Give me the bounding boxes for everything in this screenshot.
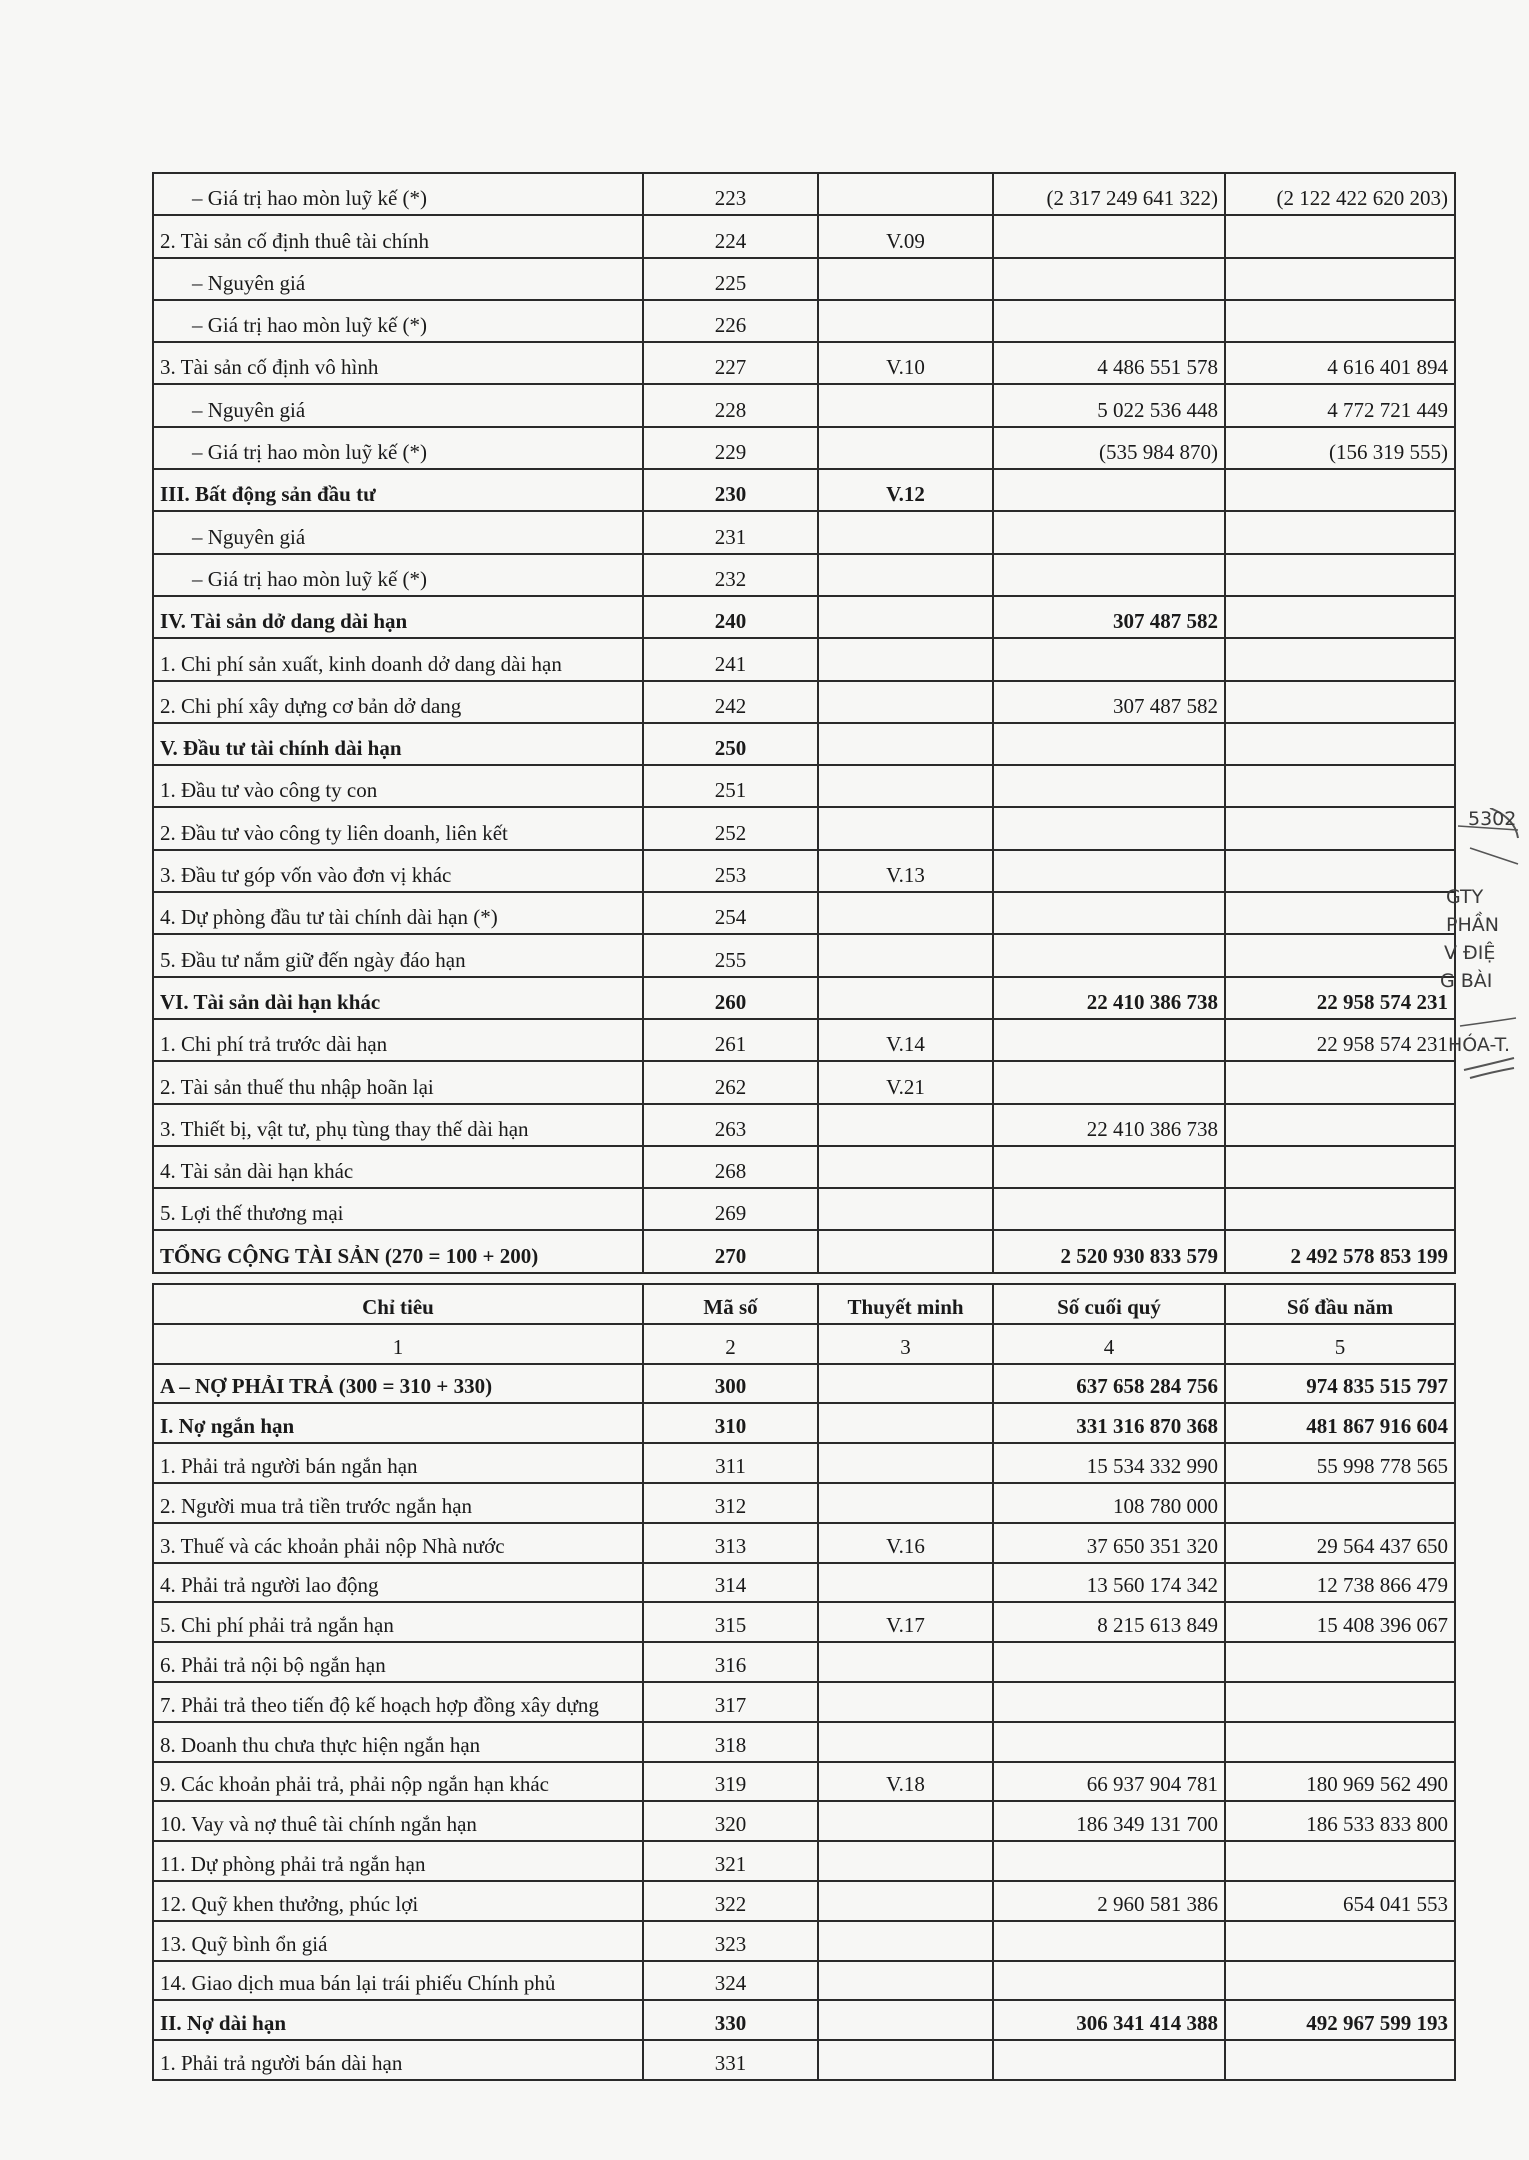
row-label: 10. Vay và nợ thuê tài chính ngắn hạn (153, 1801, 643, 1841)
row-note: V.13 (818, 850, 993, 892)
table-row (153, 300, 1455, 342)
row-code: 227 (643, 342, 818, 384)
row-end-of-quarter (993, 469, 1225, 511)
row-code: 268 (643, 1146, 818, 1188)
table-row (153, 2040, 1455, 2080)
table-row (153, 681, 1455, 723)
row-label: 3. Thiết bị, vật tư, phụ tùng thay thế dài hạn (153, 1104, 643, 1146)
row-note (818, 1801, 993, 1841)
row-end-of-quarter: 66 937 904 781 (993, 1762, 1225, 1802)
row-end-of-quarter: 15 534 332 990 (993, 1443, 1225, 1483)
row-note (818, 173, 993, 215)
row-end-of-quarter (993, 723, 1225, 765)
row-code: 255 (643, 934, 818, 976)
table-row (153, 1019, 1455, 1061)
row-end-of-quarter (993, 2040, 1225, 2080)
assets-table-body (153, 173, 1455, 1273)
table-index-row (153, 1324, 1455, 1364)
row-label: 5. Lợi thế thương mại (153, 1188, 643, 1230)
assets-table (152, 172, 1456, 1274)
row-label: 1. Chi phí sản xuất, kinh doanh dở dang dài hạn (153, 638, 643, 680)
row-beginning-of-year: (2 122 422 620 203) (1225, 173, 1455, 215)
index-4: 4 (993, 1324, 1225, 1364)
row-code: 318 (643, 1722, 818, 1762)
table-row (153, 807, 1455, 849)
row-label: 4. Phải trả người lao động (153, 1563, 643, 1603)
row-beginning-of-year (1225, 1188, 1455, 1230)
row-end-of-quarter: (2 317 249 641 322) (993, 173, 1225, 215)
row-end-of-quarter (993, 934, 1225, 976)
row-note: V.17 (818, 1602, 993, 1642)
row-end-of-quarter: 5 022 536 448 (993, 384, 1225, 426)
table-row (153, 554, 1455, 596)
row-beginning-of-year: 55 998 778 565 (1225, 1443, 1455, 1483)
table-row (153, 511, 1455, 553)
table-row (153, 258, 1455, 300)
row-label: 13. Quỹ bình ổn giá (153, 1921, 643, 1961)
table-header-row (153, 1284, 1455, 1324)
row-code: 225 (643, 258, 818, 300)
row-end-of-quarter (993, 1061, 1225, 1103)
row-label: 12. Quỹ khen thưởng, phúc lợi (153, 1881, 643, 1921)
row-note (818, 554, 993, 596)
row-code: 324 (643, 1961, 818, 2001)
index-3: 3 (818, 1324, 993, 1364)
row-note (818, 1188, 993, 1230)
row-beginning-of-year (1225, 934, 1455, 976)
row-code: 317 (643, 1682, 818, 1722)
seal-text-6: HÓA-T. (1448, 1034, 1510, 1056)
row-label: III. Bất động sản đầu tư (153, 469, 643, 511)
row-beginning-of-year (1225, 765, 1455, 807)
row-end-of-quarter (993, 807, 1225, 849)
row-note (818, 1403, 993, 1443)
header-indicator: Chỉ tiêu (153, 1284, 643, 1324)
row-code: 313 (643, 1523, 818, 1563)
row-end-of-quarter: 307 487 582 (993, 681, 1225, 723)
row-beginning-of-year: 4 772 721 449 (1225, 384, 1455, 426)
row-code: 232 (643, 554, 818, 596)
row-label: V. Đầu tư tài chính dài hạn (153, 723, 643, 765)
row-end-of-quarter: 306 341 414 388 (993, 2000, 1225, 2040)
row-beginning-of-year (1225, 258, 1455, 300)
row-note (818, 892, 993, 934)
row-end-of-quarter (993, 765, 1225, 807)
row-code: 270 (643, 1230, 818, 1272)
row-note (818, 2000, 993, 2040)
row-label: TỔNG CỘNG TÀI SẢN (270 = 100 + 200) (153, 1230, 643, 1272)
row-end-of-quarter (993, 300, 1225, 342)
row-code: 228 (643, 384, 818, 426)
company-seal-fragment (1430, 808, 1520, 1088)
row-code: 311 (643, 1443, 818, 1483)
table-row (153, 934, 1455, 976)
row-code: 310 (643, 1403, 818, 1443)
seal-text-3: PHẦN (1446, 914, 1499, 936)
row-beginning-of-year (1225, 850, 1455, 892)
header-beginning-of-year: Số đầu năm (1225, 1284, 1455, 1324)
row-code: 250 (643, 723, 818, 765)
row-beginning-of-year: 22 958 574 231 (1225, 977, 1455, 1019)
row-beginning-of-year: 492 967 599 193 (1225, 2000, 1455, 2040)
row-code: 323 (643, 1921, 818, 1961)
row-end-of-quarter: 637 658 284 756 (993, 1364, 1225, 1404)
row-beginning-of-year: 4 616 401 894 (1225, 342, 1455, 384)
row-beginning-of-year (1225, 638, 1455, 680)
table-row (153, 1642, 1455, 1682)
row-note (818, 1642, 993, 1682)
row-end-of-quarter (993, 1722, 1225, 1762)
row-note (818, 765, 993, 807)
header-code: Mã số (643, 1284, 818, 1324)
row-end-of-quarter: (535 984 870) (993, 427, 1225, 469)
row-end-of-quarter (993, 1642, 1225, 1682)
row-note (818, 1364, 993, 1404)
row-beginning-of-year (1225, 511, 1455, 553)
row-beginning-of-year: 974 835 515 797 (1225, 1364, 1455, 1404)
row-beginning-of-year (1225, 807, 1455, 849)
row-label: 7. Phải trả theo tiến độ kế hoạch hợp đồng xây dựng (153, 1682, 643, 1722)
row-note (818, 1483, 993, 1523)
row-beginning-of-year (1225, 1682, 1455, 1722)
row-beginning-of-year (1225, 596, 1455, 638)
row-beginning-of-year (1225, 681, 1455, 723)
row-code: 322 (643, 1881, 818, 1921)
row-end-of-quarter: 4 486 551 578 (993, 342, 1225, 384)
row-beginning-of-year (1225, 1841, 1455, 1881)
row-code: 229 (643, 427, 818, 469)
row-label: A – NỢ PHẢI TRẢ (300 = 310 + 330) (153, 1364, 643, 1404)
row-beginning-of-year (1225, 1722, 1455, 1762)
seal-text-1: 5302 (1468, 808, 1517, 830)
table-row (153, 1483, 1455, 1523)
row-end-of-quarter: 108 780 000 (993, 1483, 1225, 1523)
row-label: – Giá trị hao mòn luỹ kế (*) (153, 554, 643, 596)
seal-text-2: GTY (1446, 886, 1484, 908)
row-label: – Giá trị hao mòn luỹ kế (*) (153, 300, 643, 342)
row-code: 300 (643, 1364, 818, 1404)
table-row (153, 1403, 1455, 1443)
table-row (153, 596, 1455, 638)
row-code: 312 (643, 1483, 818, 1523)
row-end-of-quarter (993, 1146, 1225, 1188)
row-label: IV. Tài sản dở dang dài hạn (153, 596, 643, 638)
row-note: V.18 (818, 1762, 993, 1802)
row-code: 251 (643, 765, 818, 807)
row-note: V.10 (818, 342, 993, 384)
row-code: 262 (643, 1061, 818, 1103)
row-label: 8. Doanh thu chưa thực hiện ngắn hạn (153, 1722, 643, 1762)
row-beginning-of-year (1225, 2040, 1455, 2080)
row-note (818, 977, 993, 1019)
row-beginning-of-year (1225, 300, 1455, 342)
row-code: 269 (643, 1188, 818, 1230)
row-beginning-of-year: 12 738 866 479 (1225, 1563, 1455, 1603)
table-row (153, 977, 1455, 1019)
row-beginning-of-year (1225, 215, 1455, 257)
table-row (153, 892, 1455, 934)
row-code: 254 (643, 892, 818, 934)
row-code: 330 (643, 2000, 818, 2040)
row-label: 1. Chi phí trả trước dài hạn (153, 1019, 643, 1061)
table-row (153, 1602, 1455, 1642)
row-code: 253 (643, 850, 818, 892)
row-label: 11. Dự phòng phải trả ngắn hạn (153, 1841, 643, 1881)
row-code: 223 (643, 173, 818, 215)
row-note (818, 1722, 993, 1762)
row-beginning-of-year (1225, 1483, 1455, 1523)
row-beginning-of-year: 654 041 553 (1225, 1881, 1455, 1921)
row-code: 261 (643, 1019, 818, 1061)
row-beginning-of-year (1225, 1642, 1455, 1682)
row-note (818, 638, 993, 680)
row-label: I. Nợ ngắn hạn (153, 1403, 643, 1443)
row-label: – Giá trị hao mòn luỹ kế (*) (153, 427, 643, 469)
row-end-of-quarter: 186 349 131 700 (993, 1801, 1225, 1841)
row-note (818, 1146, 993, 1188)
row-beginning-of-year: 29 564 437 650 (1225, 1523, 1455, 1563)
row-beginning-of-year (1225, 1104, 1455, 1146)
table-row (153, 1682, 1455, 1722)
table-row (153, 1364, 1455, 1404)
table-row (153, 1188, 1455, 1230)
row-label: 5. Chi phí phải trả ngắn hạn (153, 1602, 643, 1642)
row-beginning-of-year: 481 867 916 604 (1225, 1403, 1455, 1443)
row-end-of-quarter: 331 316 870 368 (993, 1403, 1225, 1443)
row-note: V.21 (818, 1061, 993, 1103)
row-label: 1. Phải trả người bán dài hạn (153, 2040, 643, 2080)
row-code: 316 (643, 1642, 818, 1682)
table-row (153, 1146, 1455, 1188)
header-end-of-quarter: Số cuối quý (993, 1284, 1225, 1324)
row-label: – Nguyên giá (153, 384, 643, 426)
row-note (818, 1682, 993, 1722)
row-note: V.16 (818, 1523, 993, 1563)
table-row (153, 638, 1455, 680)
row-beginning-of-year: 15 408 396 067 (1225, 1602, 1455, 1642)
row-code: 226 (643, 300, 818, 342)
row-code: 260 (643, 977, 818, 1019)
table-row (153, 215, 1455, 257)
row-end-of-quarter: 2 960 581 386 (993, 1881, 1225, 1921)
table-row (153, 1801, 1455, 1841)
row-end-of-quarter (993, 1188, 1225, 1230)
row-code: 314 (643, 1563, 818, 1603)
index-5: 5 (1225, 1324, 1455, 1364)
row-label: 2. Chi phí xây dựng cơ bản dở dang (153, 681, 643, 723)
row-beginning-of-year: 186 533 833 800 (1225, 1801, 1455, 1841)
row-label: – Nguyên giá (153, 258, 643, 300)
row-label: 4. Dự phòng đầu tư tài chính dài hạn (*) (153, 892, 643, 934)
row-label: – Nguyên giá (153, 511, 643, 553)
row-code: 242 (643, 681, 818, 723)
row-end-of-quarter (993, 1019, 1225, 1061)
table-row (153, 850, 1455, 892)
row-note (818, 1881, 993, 1921)
row-label: 2. Tài sản cố định thuê tài chính (153, 215, 643, 257)
row-note (818, 511, 993, 553)
row-end-of-quarter (993, 511, 1225, 553)
index-1: 1 (153, 1324, 643, 1364)
table-row (153, 1563, 1455, 1603)
row-code: 263 (643, 1104, 818, 1146)
row-code: 319 (643, 1762, 818, 1802)
seal-text-4: V ĐIỆ (1444, 942, 1496, 964)
table-row (153, 1722, 1455, 1762)
row-code: 321 (643, 1841, 818, 1881)
row-note (818, 1230, 993, 1272)
row-label: 9. Các khoản phải trả, phải nộp ngắn hạn khác (153, 1762, 643, 1802)
liabilities-table-body (153, 1284, 1455, 2080)
row-end-of-quarter (993, 638, 1225, 680)
table-row (153, 1523, 1455, 1563)
row-code: 231 (643, 511, 818, 553)
row-beginning-of-year: 2 492 578 853 199 (1225, 1230, 1455, 1272)
row-note (818, 1921, 993, 1961)
row-end-of-quarter (993, 215, 1225, 257)
row-end-of-quarter (993, 1841, 1225, 1881)
row-note (818, 723, 993, 765)
row-label: 6. Phải trả nội bộ ngắn hạn (153, 1642, 643, 1682)
row-beginning-of-year (1225, 469, 1455, 511)
row-note (818, 681, 993, 723)
table-row (153, 1961, 1455, 2001)
row-note (818, 1104, 993, 1146)
table-row (153, 1230, 1455, 1272)
table-row (153, 765, 1455, 807)
row-note (818, 1563, 993, 1603)
row-note (818, 258, 993, 300)
row-note (818, 1841, 993, 1881)
row-note (818, 1443, 993, 1483)
row-note (818, 384, 993, 426)
table-row (153, 384, 1455, 426)
row-code: 315 (643, 1602, 818, 1642)
header-note: Thuyết minh (818, 1284, 993, 1324)
row-label: 2. Tài sản thuế thu nhập hoãn lại (153, 1061, 643, 1103)
row-label: 3. Tài sản cố định vô hình (153, 342, 643, 384)
table-row (153, 1921, 1455, 1961)
row-beginning-of-year (1225, 1146, 1455, 1188)
row-end-of-quarter (993, 850, 1225, 892)
row-label: 1. Phải trả người bán ngắn hạn (153, 1443, 643, 1483)
row-beginning-of-year: 180 969 562 490 (1225, 1762, 1455, 1802)
row-end-of-quarter (993, 1682, 1225, 1722)
row-beginning-of-year (1225, 554, 1455, 596)
row-end-of-quarter: 22 410 386 738 (993, 977, 1225, 1019)
row-note (818, 427, 993, 469)
row-code: 252 (643, 807, 818, 849)
table-row (153, 1841, 1455, 1881)
row-label: – Giá trị hao mòn luỹ kế (*) (153, 173, 643, 215)
row-beginning-of-year (1225, 1061, 1455, 1103)
row-end-of-quarter: 2 520 930 833 579 (993, 1230, 1225, 1272)
table-row (153, 1104, 1455, 1146)
row-end-of-quarter: 13 560 174 342 (993, 1563, 1225, 1603)
row-beginning-of-year: (156 319 555) (1225, 427, 1455, 469)
row-code: 230 (643, 469, 818, 511)
row-label: 2. Đầu tư vào công ty liên doanh, liên kết (153, 807, 643, 849)
row-code: 241 (643, 638, 818, 680)
row-note (818, 2040, 993, 2080)
row-label: II. Nợ dài hạn (153, 2000, 643, 2040)
row-code: 320 (643, 1801, 818, 1841)
row-label: 14. Giao dịch mua bán lại trái phiếu Chính phủ (153, 1961, 643, 2001)
row-note (818, 934, 993, 976)
row-note: V.09 (818, 215, 993, 257)
row-beginning-of-year (1225, 723, 1455, 765)
row-end-of-quarter (993, 892, 1225, 934)
table-row (153, 723, 1455, 765)
row-label: 4. Tài sản dài hạn khác (153, 1146, 643, 1188)
table-row (153, 1881, 1455, 1921)
table-row (153, 1061, 1455, 1103)
table-row (153, 342, 1455, 384)
row-note (818, 1961, 993, 2001)
row-note (818, 300, 993, 342)
liabilities-table (152, 1283, 1456, 2081)
table-row (153, 1443, 1455, 1483)
row-note (818, 807, 993, 849)
table-row (153, 1762, 1455, 1802)
table-row (153, 2000, 1455, 2040)
row-end-of-quarter (993, 1921, 1225, 1961)
row-beginning-of-year (1225, 892, 1455, 934)
row-end-of-quarter: 8 215 613 849 (993, 1602, 1225, 1642)
table-row (153, 469, 1455, 511)
row-note (818, 596, 993, 638)
row-end-of-quarter: 307 487 582 (993, 596, 1225, 638)
row-note: V.12 (818, 469, 993, 511)
row-label: 3. Đầu tư góp vốn vào đơn vị khác (153, 850, 643, 892)
row-beginning-of-year (1225, 1961, 1455, 2001)
row-end-of-quarter (993, 1961, 1225, 2001)
index-2: 2 (643, 1324, 818, 1364)
row-label: 5. Đầu tư nắm giữ đến ngày đáo hạn (153, 934, 643, 976)
seal-text-5: G BÀI (1440, 970, 1493, 992)
row-beginning-of-year (1225, 1921, 1455, 1961)
row-code: 331 (643, 2040, 818, 2080)
row-label: 1. Đầu tư vào công ty con (153, 765, 643, 807)
row-label: 3. Thuế và các khoản phải nộp Nhà nước (153, 1523, 643, 1563)
row-beginning-of-year: 22 958 574 231 (1225, 1019, 1455, 1061)
row-label: 2. Người mua trả tiền trước ngắn hạn (153, 1483, 643, 1523)
table-row (153, 427, 1455, 469)
row-code: 224 (643, 215, 818, 257)
row-end-of-quarter (993, 258, 1225, 300)
row-note: V.14 (818, 1019, 993, 1061)
row-end-of-quarter: 22 410 386 738 (993, 1104, 1225, 1146)
table-row (153, 173, 1455, 215)
row-end-of-quarter (993, 554, 1225, 596)
row-end-of-quarter: 37 650 351 320 (993, 1523, 1225, 1563)
row-code: 240 (643, 596, 818, 638)
row-label: VI. Tài sản dài hạn khác (153, 977, 643, 1019)
